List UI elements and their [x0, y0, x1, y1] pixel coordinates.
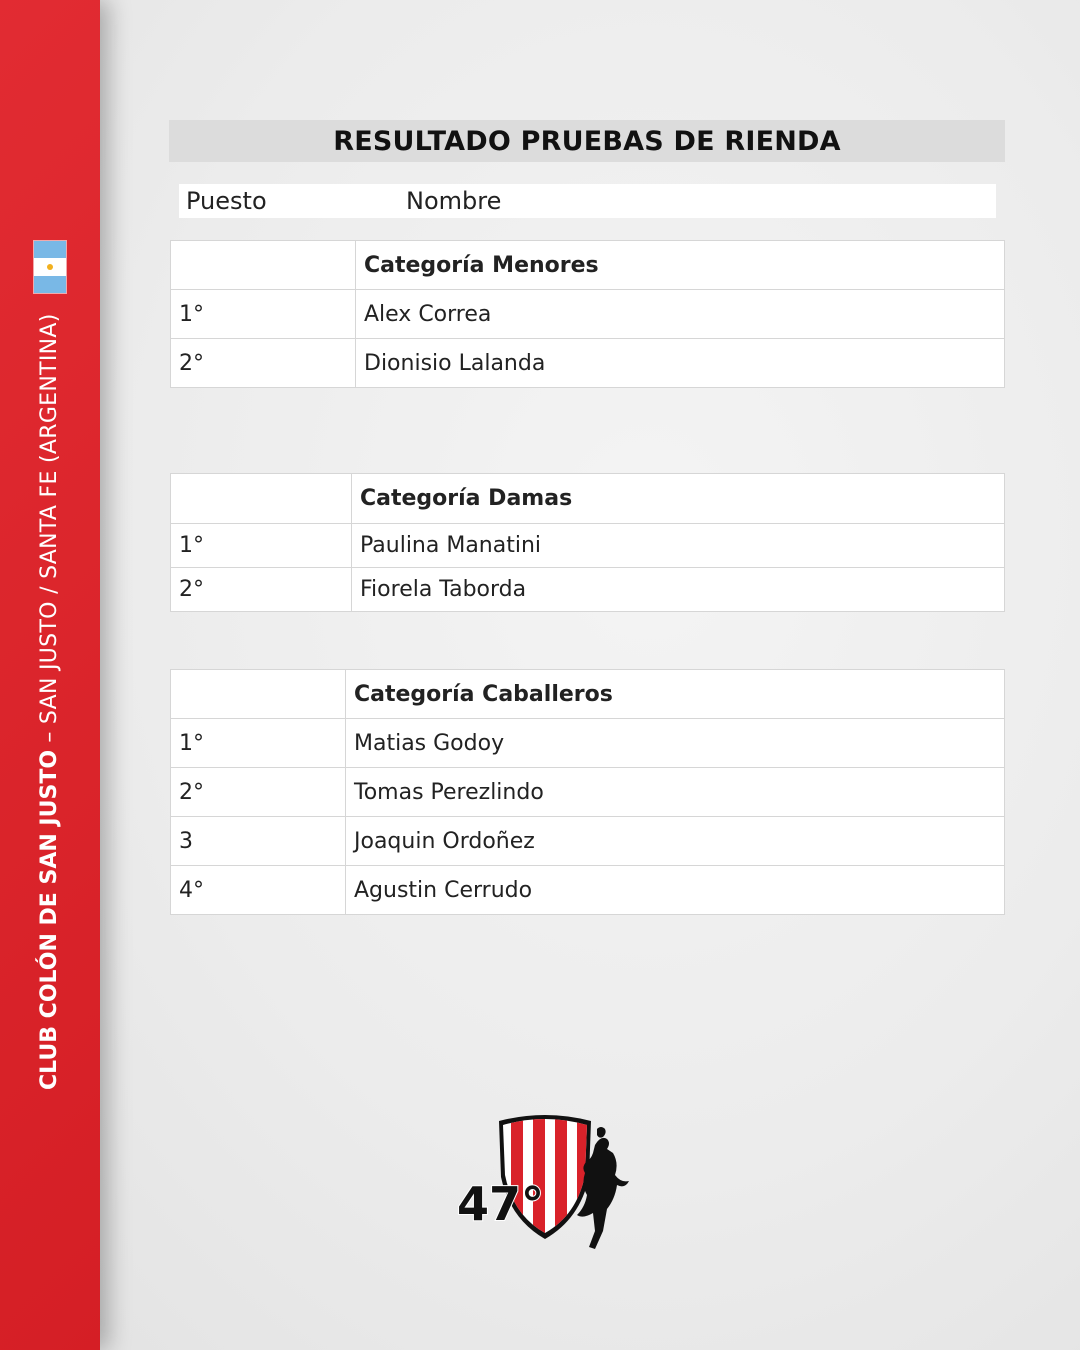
table-categoria-caballeros: [170, 669, 1005, 915]
sidebar-caption: [39, 313, 61, 1090]
logo-text: 47°: [457, 1177, 545, 1231]
name-cell: Tomas Perezlindo: [346, 768, 1005, 817]
name-cell: Joaquin Ordoñez: [346, 817, 1005, 866]
position-cell: 4°: [171, 866, 346, 915]
table-row: [171, 670, 1005, 719]
table-row: [171, 290, 1005, 339]
header-position: Puesto: [186, 187, 267, 215]
position-cell: 1°: [171, 719, 346, 768]
table-row: [171, 768, 1005, 817]
position-cell: 2°: [171, 339, 356, 388]
shield-horse-rider-logo-icon: [455, 1115, 635, 1255]
empty-cell: [171, 670, 346, 719]
name-cell: Fiorela Taborda: [352, 568, 1005, 612]
table-row: [171, 817, 1005, 866]
table-row: [171, 568, 1005, 612]
category-title: Categoría Caballeros: [346, 670, 1005, 719]
empty-cell: [171, 474, 352, 524]
table-row: [171, 474, 1005, 524]
argentina-flag-icon: [34, 241, 66, 293]
table-row: [171, 241, 1005, 290]
name-cell: Matias Godoy: [346, 719, 1005, 768]
position-cell: 1°: [171, 524, 352, 568]
name-cell: Paulina Manatini: [352, 524, 1005, 568]
table-categoria-damas: [170, 473, 1005, 612]
empty-cell: [171, 241, 356, 290]
club-location: – SAN JUSTO / SANTA FE (ARGENTINA): [37, 313, 62, 750]
category-title: Categoría Damas: [352, 474, 1005, 524]
table-row: [171, 866, 1005, 915]
table-row: [171, 524, 1005, 568]
table-row: [171, 339, 1005, 388]
position-cell: 3: [171, 817, 346, 866]
sidebar: [0, 0, 100, 1350]
name-cell: Agustin Cerrudo: [346, 866, 1005, 915]
position-cell: 1°: [171, 290, 356, 339]
page-title: RESULTADO PRUEBAS DE RIENDA: [333, 125, 841, 157]
name-cell: Alex Correa: [356, 290, 1005, 339]
position-cell: 2°: [171, 568, 352, 612]
position-cell: 2°: [171, 768, 346, 817]
page-title-bar: [169, 120, 1005, 162]
name-cell: Dionisio Lalanda: [356, 339, 1005, 388]
table-categoria-menores: [170, 240, 1005, 388]
column-header-row: [179, 184, 996, 218]
club-name: CLUB COLÓN DE SAN JUSTO: [37, 749, 62, 1090]
header-name: Nombre: [406, 187, 502, 215]
table-row: [171, 719, 1005, 768]
category-title: Categoría Menores: [356, 241, 1005, 290]
